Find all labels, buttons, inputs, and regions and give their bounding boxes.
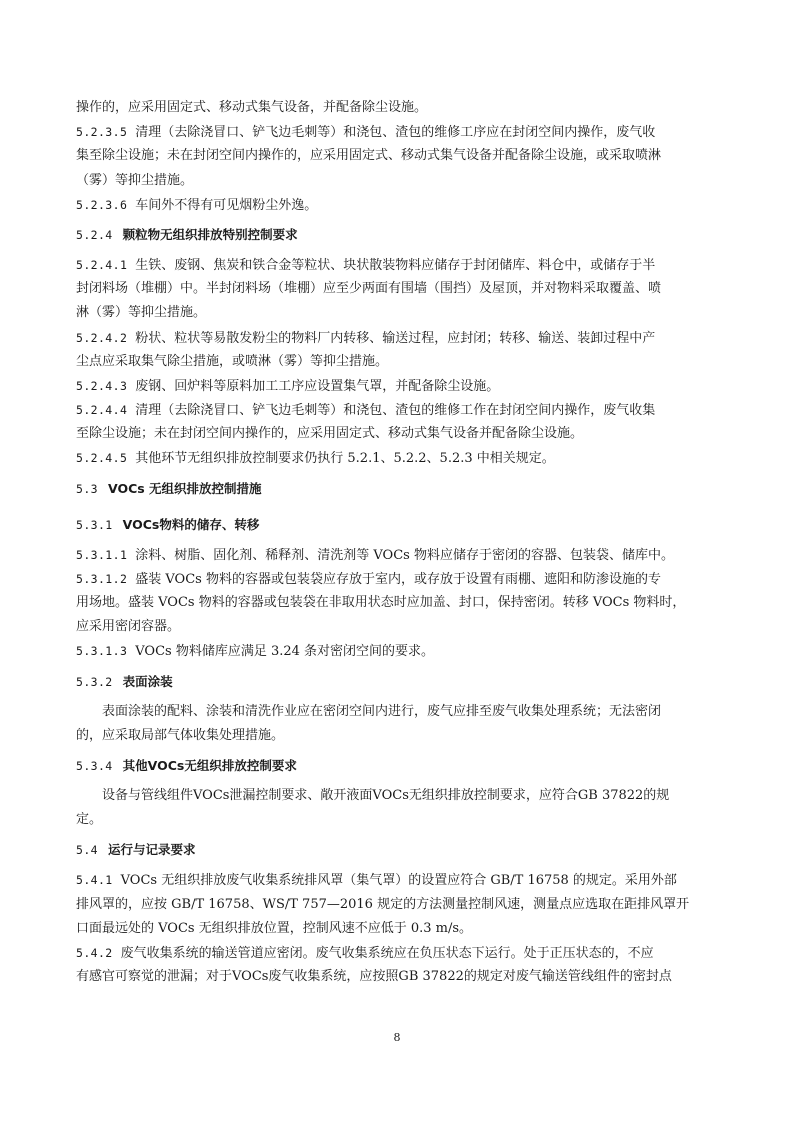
heading-text: 表面涂装	[122, 673, 173, 689]
text-line	[76, 893, 718, 917]
text-line	[76, 422, 718, 446]
text-line	[76, 398, 718, 422]
line-text: 的，应采取局部气体收集处理措施。	[76, 727, 285, 743]
section-heading	[76, 471, 718, 507]
line-text: 生铁、废钢、焦炭和铁合金等粒状、块状散装物料应储存于封闭储库、料仓中，或储存于半	[135, 257, 656, 273]
heading-text: VOCs物料的储存、转移	[122, 516, 260, 532]
clause-number: 5.4.2	[76, 945, 113, 960]
clause-number: 5.2.4.5	[76, 451, 128, 466]
clause-number: 5.2.4	[76, 227, 113, 242]
section-heading	[76, 832, 718, 868]
text-line	[76, 639, 718, 663]
line-text: 封闭料场（堆棚）中。半封闭料场（堆棚）应至少两面有围墙（围挡）及屋顶，并对物料采取覆盖、喷	[76, 281, 662, 297]
heading-text: 其他VOCs无组织排放控制要求	[122, 757, 297, 773]
heading-text: VOCs 无组织排放控制措施	[107, 480, 262, 496]
text-line	[76, 144, 718, 168]
text-line	[76, 301, 718, 325]
text-line	[76, 169, 718, 193]
text-line	[76, 700, 718, 724]
clause-number: 5.2.3.6	[76, 197, 128, 212]
clause-number: 5.3.1	[76, 517, 113, 532]
line-text: （雾）等抑尘措施。	[76, 172, 194, 188]
text-line	[76, 277, 718, 301]
heading-text: 颗粒物无组织排放特别控制要求	[122, 226, 298, 242]
text-line	[76, 868, 718, 892]
clause-number: 5.3	[76, 481, 98, 496]
clause-number: 5.2.4.4	[76, 403, 128, 418]
line-text: 淋（雾）等抑尘措施。	[76, 305, 207, 321]
clause-number: 5.3.2	[76, 674, 113, 689]
clause-number: 5.2.3.5	[76, 125, 128, 140]
line-text: 至除尘设施；未在封闭空间内操作的，应采用固定式、移动式集气设备并配备除尘设施。	[76, 426, 584, 442]
line-text: 尘点应采取集气除尘措施，或喷淋（雾）等抑尘措施。	[76, 353, 389, 369]
line-text: 车间外不得有可见烟粉尘外逸。	[135, 197, 318, 213]
text-line	[76, 326, 718, 350]
line-text: 盛装 VOCs 物料的容器或包装袋应存放于室内，或存放于设置有雨棚、遮阳和防渗设施的专	[135, 571, 661, 587]
line-text: 清理（去除浇冒口、铲飞边毛刺等）和浇包、渣包的维修工序应在封闭空间内操作，废气收	[135, 125, 656, 141]
text-line	[76, 193, 718, 217]
text-line	[76, 965, 718, 989]
line-text: 有感官可察觉的泄漏；对于VOCs废气收集系统，应按照GB 37822的规定对废气输送管线组件的密封点	[76, 969, 672, 985]
text-line	[76, 374, 718, 398]
clause-number: 5.3.1.2	[76, 571, 128, 586]
line-text: 定。	[76, 812, 103, 828]
line-text: 口面最远处的 VOCs 无组织排放位置，控制风速不应低于 0.3 m/s。	[76, 920, 473, 936]
text-line	[76, 446, 718, 470]
text-line	[76, 724, 718, 748]
line-text: 粉状、粒状等易散发粉尘的物料厂内转移、输送过程，应封闭；转移、输送、装卸过程中产	[135, 330, 656, 346]
text-line	[76, 784, 718, 808]
text-line	[76, 917, 718, 941]
heading-text: 运行与记录要求	[107, 842, 196, 858]
text-line	[76, 350, 718, 374]
text-line	[76, 120, 718, 144]
clause-number: 5.3.4	[76, 758, 113, 773]
line-text: 集至除尘设施；未在封闭空间内操作的，应采用固定式、移动式集气设备并配备除尘设施，或采取喷淋	[76, 148, 662, 164]
clause-number: 5.3.1.1	[76, 547, 128, 562]
text-line	[76, 591, 718, 615]
clause-number: 5.2.4.1	[76, 257, 128, 272]
text-line	[76, 253, 718, 277]
section-heading	[76, 217, 718, 253]
line-text: 设备与管线组件VOCs泄漏控制要求、敞开液面VOCs无组织排放控制要求，应符合GB 37822的规	[102, 787, 670, 803]
clause-number: 5.4.1	[76, 873, 113, 888]
clause-number: 5.4	[76, 843, 98, 858]
section-heading	[76, 664, 718, 700]
line-text: 操作的，应采用固定式、移动式集气设备，并配备除尘设施。	[76, 100, 428, 115]
page-number: 8	[393, 1031, 401, 1044]
line-text: VOCs 无组织排放废气收集系统排风罩（集气罩）的设置应符合 GB/T 16758 的规定。采用外部	[120, 873, 677, 889]
section-heading	[76, 748, 718, 784]
text-line	[76, 808, 718, 832]
line-text: 其他环节无组织排放控制要求仍执行 5.2.1、5.2.2、5.2.3 中相关规定。	[135, 451, 555, 467]
document-body	[76, 96, 718, 989]
line-text: 废钢、回炉料等原料加工工序应设置集气罩，并配备除尘设施。	[135, 378, 500, 394]
line-text: 排风罩的，应按 GB/T 16758、WS/T 757—2016 规定的方法测量控制风速，测量点应选取在距排风罩开	[76, 896, 690, 912]
line-text: 表面涂装的配料、涂装和清洗作业应在密闭空间内进行，废气应排至废气收集处理系统；无法密闭	[102, 703, 662, 719]
text-line	[76, 941, 718, 965]
line-text: 用场地。盛装 VOCs 物料的容器或包装袋在非取用状态时应加盖、封口，保持密闭。转移 VOCs 物料时，	[76, 595, 686, 610]
line-text: 涂料、树脂、固化剂、稀释剂、清洗剂等 VOCs 物料应储存于密闭的容器、包装袋、储库中。	[135, 547, 674, 563]
line-text: 应采用密闭容器。	[76, 619, 181, 635]
clause-number: 5.3.1.3	[76, 644, 128, 659]
section-heading	[76, 507, 718, 543]
clause-number: 5.2.4.3	[76, 378, 128, 393]
line-text: 清理（去除浇冒口、铲飞边毛刺等）和浇包、渣包的维修工作在封闭空间内操作，废气收集	[135, 403, 656, 419]
text-line	[76, 615, 718, 639]
line-text: 废气收集系统的输送管道应密闭。废气收集系统应在负压状态下运行。处于正压状态的，不应	[120, 945, 654, 961]
text-line	[76, 543, 718, 567]
line-text: VOCs 物料储库应满足 3.24 条对密闭空间的要求。	[135, 644, 435, 660]
clause-number: 5.2.4.2	[76, 330, 128, 345]
text-line	[76, 567, 718, 591]
text-line	[76, 96, 718, 120]
